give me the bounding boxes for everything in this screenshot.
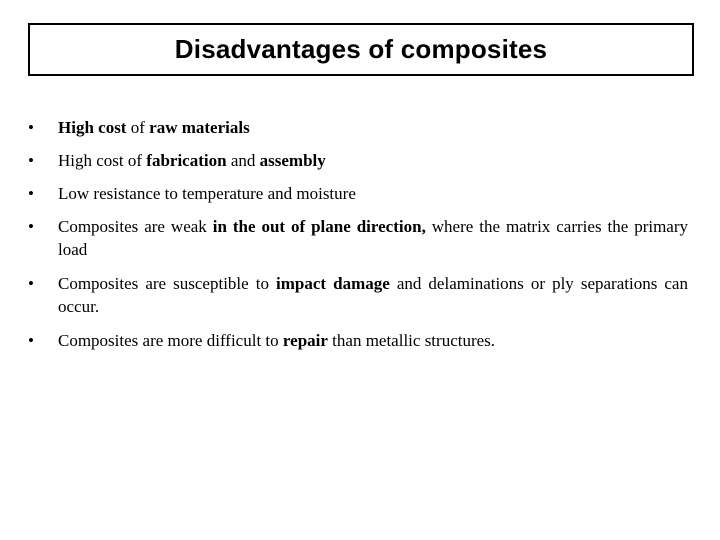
bullet-icon: • — [28, 331, 34, 350]
text-segment: than metallic structures. — [327, 331, 496, 350]
text-segment: and delaminations or ply separations can occur. — [58, 274, 688, 316]
list-item-raw-materials — [28, 116, 688, 139]
text-segment: and — [226, 151, 260, 170]
text-segment: fabrication — [146, 151, 227, 170]
list-item-temperature — [28, 182, 688, 205]
text-segment: assembly — [259, 151, 326, 170]
bullet-icon: • — [28, 118, 34, 137]
text-segment: High cost of — [58, 151, 147, 170]
bullet-icon: • — [28, 184, 34, 203]
bullet-icon: • — [28, 151, 34, 170]
text-segment: where the matrix carries the primary load — [58, 217, 689, 259]
list-item-fabrication — [28, 149, 688, 172]
text-segment: of — [130, 118, 150, 137]
text-segment: repair — [282, 331, 328, 350]
text-segment: Composites are more difficult to — [58, 331, 283, 350]
list-item-out-of-plane — [28, 215, 688, 261]
text-segment: raw materials — [149, 118, 250, 137]
text-segment: Composites are susceptible to — [58, 274, 277, 293]
text-segment: High cost — [58, 118, 131, 137]
bullet-icon: • — [28, 217, 34, 236]
text-segment: impact damage — [276, 274, 390, 293]
list-item-repair — [28, 329, 688, 352]
disadvantages-list — [28, 116, 688, 363]
slide-title-box — [28, 23, 694, 76]
text-segment: in the out of plane direction, — [212, 217, 426, 236]
text-segment: Composites are weak — [58, 217, 213, 236]
list-item-impact-damage — [28, 272, 688, 318]
slide-title: Disadvantages of composites — [174, 34, 548, 64]
bullet-icon: • — [28, 274, 34, 293]
text-segment: Low resistance to temperature and moisture — [58, 184, 356, 203]
